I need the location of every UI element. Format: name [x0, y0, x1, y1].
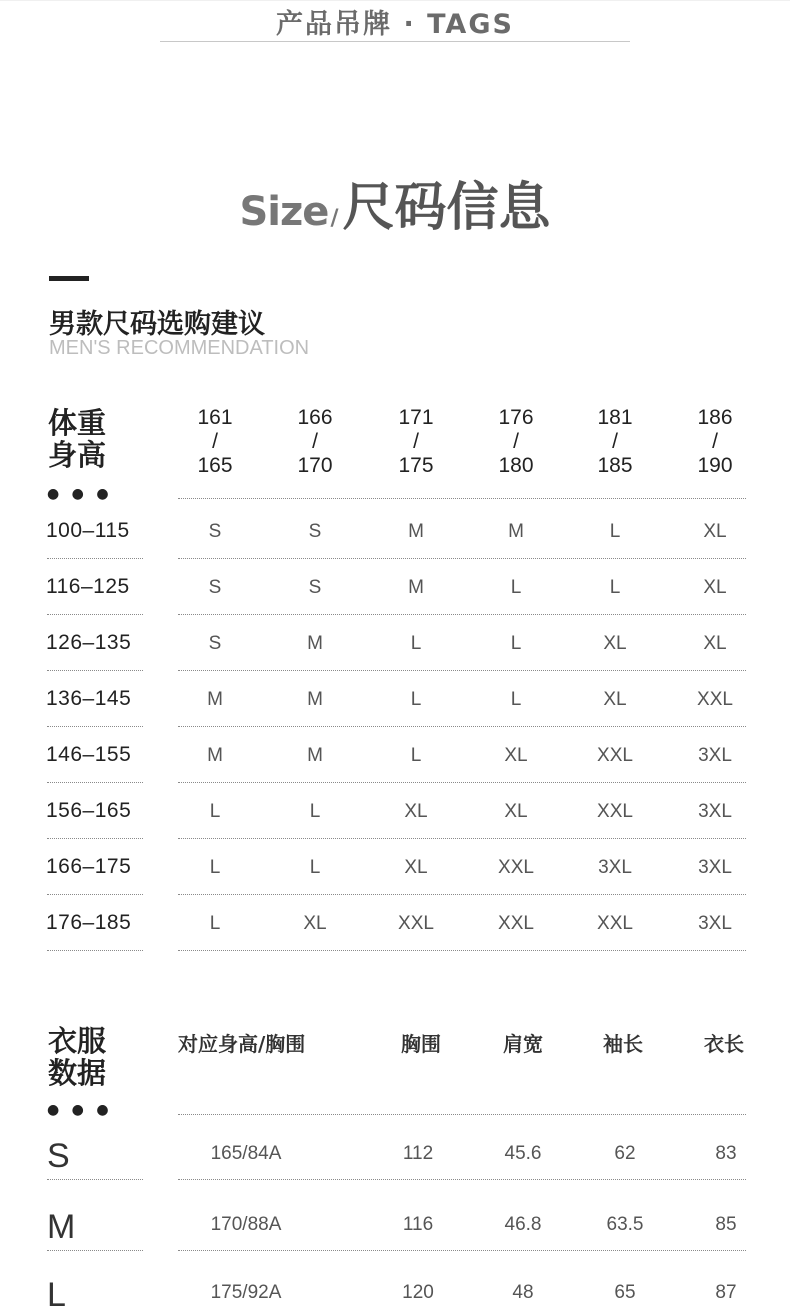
row-label-divider: [47, 838, 143, 839]
measurement-cell: 175/92A: [210, 1282, 282, 1303]
table2-dots: ● ● ●: [47, 1102, 113, 1118]
row-divider: [178, 950, 746, 951]
measurement-cell: 120: [402, 1282, 434, 1303]
size-cell: L: [209, 913, 221, 934]
measurement-cell: 65: [614, 1282, 636, 1303]
height-col-sep: /: [312, 430, 318, 453]
size-heading-slash: /: [330, 206, 339, 231]
size-cell: XXL: [498, 857, 534, 878]
size-cell: XXL: [597, 913, 633, 934]
height-col-bottom: 185: [597, 454, 633, 477]
weight-row-label: 166–175: [46, 855, 132, 878]
row-divider: [178, 782, 746, 783]
size-cell: M: [408, 521, 424, 542]
top-border: [0, 0, 790, 1]
table1-dots: ● ● ●: [47, 486, 113, 502]
measurement-cell: 85: [715, 1214, 737, 1235]
size-cell: L: [209, 857, 221, 878]
size-cell: L: [510, 577, 522, 598]
tags-title: 产品吊牌 · TAGS: [276, 9, 514, 40]
size-cell: XL: [303, 913, 327, 934]
size-cell: M: [307, 689, 323, 710]
height-col-sep: /: [413, 430, 419, 453]
measurement-header: 对应身高/胸围: [178, 1032, 306, 1056]
measurement-header: 衣长: [704, 1032, 744, 1056]
size-cell: XXL: [697, 689, 733, 710]
measurement-cell: 112: [402, 1143, 434, 1164]
size-cell: M: [408, 577, 424, 598]
measurement-header: 肩宽: [503, 1032, 543, 1056]
size-cell: XL: [404, 801, 428, 822]
row-label-divider: [47, 894, 143, 895]
row-divider: [178, 894, 746, 895]
measurement-cell: 46.8: [504, 1214, 542, 1235]
size-cell: XXL: [398, 913, 434, 934]
table2-corner-clothes: 衣服: [48, 1024, 107, 1058]
size-cell: L: [410, 689, 422, 710]
row-label-divider: [47, 558, 143, 559]
row-label-divider: [47, 726, 143, 727]
weight-row-label: 100–115: [46, 519, 130, 542]
table2-header-divider: [178, 1114, 746, 1115]
size-cell: 3XL: [698, 857, 732, 878]
size-label-divider: [47, 1179, 143, 1180]
garment-size-label: L: [47, 1276, 66, 1314]
height-col-bottom: 180: [498, 454, 534, 477]
height-col-bottom: 190: [697, 454, 733, 477]
measurement-header: 胸围: [401, 1032, 441, 1056]
size-cell: L: [309, 857, 321, 878]
garment-size-label: S: [47, 1137, 70, 1175]
height-col-top: 181: [597, 406, 633, 429]
height-col-sep: /: [513, 430, 519, 453]
size-cell: M: [508, 521, 524, 542]
row-divider: [178, 670, 746, 671]
weight-row-label: 146–155: [46, 743, 132, 766]
size-heading-en: Size: [239, 189, 329, 235]
table1-header-divider: [178, 498, 746, 499]
size-cell: M: [307, 745, 323, 766]
table1-corner-weight: 体重: [48, 406, 107, 440]
size-cell: L: [609, 577, 621, 598]
height-col-top: 186: [697, 406, 733, 429]
size-cell: L: [510, 689, 522, 710]
size-cell: XL: [703, 633, 727, 654]
size-cell: S: [208, 521, 222, 542]
height-col-sep: /: [612, 430, 618, 453]
measurement-row-divider: [178, 1179, 746, 1180]
size-cell: 3XL: [698, 913, 732, 934]
height-col-sep: /: [712, 430, 718, 453]
weight-row-label: 116–125: [46, 575, 130, 598]
size-cell: L: [510, 633, 522, 654]
size-label-divider: [47, 1250, 143, 1251]
weight-row-label: 156–165: [46, 799, 132, 822]
tags-divider: [160, 41, 630, 42]
size-cell: L: [309, 801, 321, 822]
height-col-sep: /: [212, 430, 218, 453]
size-cell: M: [207, 689, 223, 710]
section-accent-bar: [49, 276, 89, 281]
size-cell: XXL: [597, 745, 633, 766]
table2-corner-data: 数据: [48, 1056, 107, 1090]
height-col-bottom: 175: [398, 454, 434, 477]
size-cell: XL: [504, 801, 528, 822]
height-col-bottom: 170: [297, 454, 333, 477]
measurement-cell: 62: [614, 1143, 636, 1164]
measurement-cell: 63.5: [606, 1214, 644, 1235]
size-cell: L: [410, 745, 422, 766]
garment-size-label: M: [47, 1208, 76, 1246]
row-label-divider: [47, 950, 143, 951]
height-col-top: 161: [197, 406, 233, 429]
measurement-cell: 83: [715, 1143, 737, 1164]
row-divider: [178, 726, 746, 727]
height-col-top: 176: [498, 406, 534, 429]
measurement-cell: 116: [402, 1214, 434, 1235]
size-cell: XL: [703, 577, 727, 598]
size-cell: L: [410, 633, 422, 654]
height-col-bottom: 165: [197, 454, 233, 477]
size-cell: 3XL: [698, 801, 732, 822]
weight-row-label: 136–145: [46, 687, 132, 710]
weight-row-label: 176–185: [46, 911, 132, 934]
weight-row-label: 126–135: [46, 631, 132, 654]
size-cell: XL: [504, 745, 528, 766]
measurement-row-divider: [178, 1250, 746, 1251]
size-cell: S: [208, 633, 222, 654]
size-heading: [0, 165, 790, 240]
size-cell: XXL: [498, 913, 534, 934]
measurement-cell: 165/84A: [210, 1143, 282, 1164]
height-col-top: 166: [297, 406, 333, 429]
row-divider: [178, 838, 746, 839]
size-cell: 3XL: [698, 745, 732, 766]
size-cell: S: [308, 521, 322, 542]
row-label-divider: [47, 614, 143, 615]
measurement-cell: 48: [512, 1282, 534, 1303]
height-col-top: 171: [398, 406, 434, 429]
size-cell: XL: [703, 521, 727, 542]
size-cell: XL: [603, 689, 627, 710]
measurement-header: 袖长: [603, 1032, 643, 1056]
size-cell: M: [307, 633, 323, 654]
row-label-divider: [47, 782, 143, 783]
row-label-divider: [47, 670, 143, 671]
mens-title-en: MEN'S RECOMMENDATION: [49, 337, 310, 359]
measurement-cell: 87: [715, 1282, 737, 1303]
size-cell: L: [209, 801, 221, 822]
size-cell: M: [207, 745, 223, 766]
size-cell: S: [308, 577, 322, 598]
row-divider: [178, 558, 746, 559]
size-cell: L: [609, 521, 621, 542]
row-divider: [178, 614, 746, 615]
size-cell: XL: [603, 633, 627, 654]
size-heading-cn: 尺码信息: [342, 178, 551, 238]
size-cell: XL: [404, 857, 428, 878]
size-cell: S: [208, 577, 222, 598]
size-cell: 3XL: [598, 857, 632, 878]
measurement-cell: 170/88A: [210, 1214, 282, 1235]
table1-corner-height: 身高: [48, 438, 107, 472]
mens-title-cn: 男款尺码选购建议: [49, 309, 265, 340]
size-cell: XXL: [597, 801, 633, 822]
measurement-cell: 45.6: [504, 1143, 542, 1164]
